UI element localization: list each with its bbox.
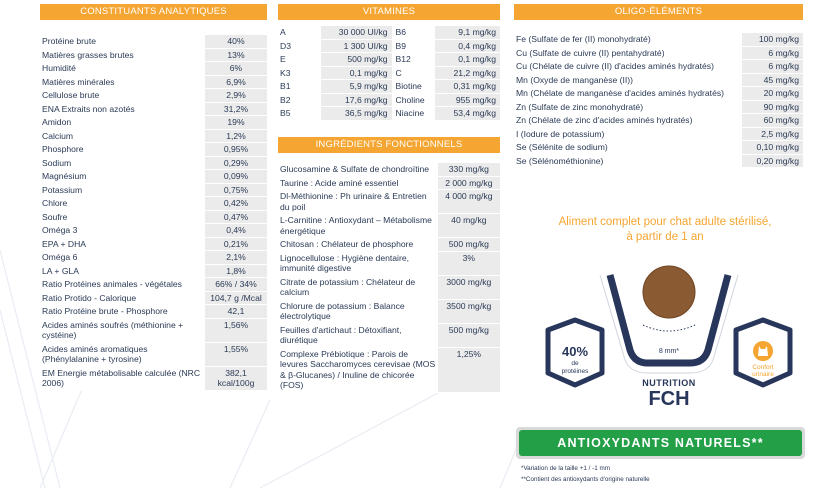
kibble-size-label: 8 mm*	[658, 348, 680, 355]
table-row	[278, 177, 500, 191]
constituant-name: LA + GLA	[40, 265, 205, 279]
constituant-value: 382,1 kcal/100g	[205, 367, 267, 391]
oligo-name: Se (Sélénite de sodium)	[514, 141, 742, 155]
oligo-name: Se (Sélénométhionine)	[514, 155, 742, 169]
table-row	[40, 143, 267, 157]
table-row	[40, 224, 267, 238]
table-row	[514, 47, 803, 61]
vitamin-value: 21,2 mg/kg	[435, 67, 500, 81]
table-row	[514, 128, 803, 142]
oligo-name: Zn (Sulfate de zinc monohydraté)	[514, 101, 742, 115]
table-row	[278, 276, 500, 300]
constituant-value: 0,21%	[205, 238, 267, 252]
oligo-value: 90 mg/kg	[742, 101, 803, 115]
oligo-table	[514, 33, 803, 168]
constituants-header: CONSTITUANTS ANALYTIQUES	[40, 4, 267, 20]
table-row	[278, 252, 500, 276]
constituant-name: Calcium	[40, 130, 205, 144]
table-row	[40, 278, 267, 292]
oligo-value: 6 mg/kg	[742, 60, 803, 74]
table-row	[514, 114, 803, 128]
ingredient-value: 2 000 mg/kg	[438, 177, 500, 191]
table-row	[514, 155, 803, 169]
constituant-value: 0,4%	[205, 224, 267, 238]
table-row	[40, 103, 267, 117]
ingredient-value: 3500 mg/kg	[438, 300, 500, 324]
vitamin-value: 30 000 UI/kg	[321, 26, 392, 40]
ingredient-name: Citrate de potassium : Chélateur de calcium	[278, 276, 438, 300]
constituants-panel	[40, 4, 267, 391]
oligo-value: 100 mg/kg	[742, 33, 803, 47]
table-row	[278, 214, 500, 238]
ingredient-name: L-Carnitine : Antioxydant – Métabolisme énergétique	[278, 214, 438, 238]
table-row	[278, 238, 500, 252]
constituant-value: 0,09%	[205, 170, 267, 184]
vitamin-name: B6	[392, 26, 436, 40]
constituant-name: Phosphore	[40, 143, 205, 157]
table-row	[40, 76, 267, 90]
vitamin-name: E	[278, 53, 321, 67]
table-row	[514, 141, 803, 155]
table-row	[278, 40, 500, 54]
ingredient-value: 4 000 mg/kg	[438, 190, 500, 214]
table-row	[40, 319, 267, 343]
table-row	[514, 33, 803, 47]
constituant-value: 104,7 g /Mcal	[205, 292, 267, 306]
constituant-value: 0,95%	[205, 143, 267, 157]
ingredient-value: 500 mg/kg	[438, 324, 500, 348]
oligo-name: Mn (Chélate de manganèse d'acides aminés hydratés)	[514, 87, 742, 101]
oligo-value: 6 mg/kg	[742, 47, 803, 61]
vitamin-name: B1	[278, 80, 321, 94]
aliment-line-2: à partir de 1 an	[626, 231, 704, 243]
constituant-value: 66% / 34%	[205, 278, 267, 292]
constituant-name: EPA + DHA	[40, 238, 205, 252]
constituant-value: 42,1	[205, 305, 267, 319]
ingredient-value: 3000 mg/kg	[438, 276, 500, 300]
vitamin-name: Niacine	[392, 107, 436, 121]
protein-label: protéines	[561, 368, 589, 375]
table-row	[40, 343, 267, 367]
vitamin-name: Choline	[392, 94, 436, 108]
oligo-name: Fe (Sulfate de fer (II) monohydraté)	[514, 33, 742, 47]
protein-percent: 40%	[561, 344, 589, 359]
vitamin-value: 0,4 mg/kg	[435, 40, 500, 54]
constituant-name: ENA Extraits non azotés	[40, 103, 205, 117]
table-row	[40, 292, 267, 306]
ingredient-name: Complexe Prébiotique : Parois de levures Saccharomyces cerevisae (MOS & β-Glucanes) / Inuline de chicorée (FOS)	[278, 348, 438, 393]
vitamin-name: B5	[278, 107, 321, 121]
table-row	[40, 197, 267, 211]
nutrition-diagram	[530, 245, 805, 425]
constituant-value: 1,55%	[205, 343, 267, 367]
table-row	[40, 211, 267, 225]
confort-line-1: Confort	[752, 364, 774, 371]
constituant-name: Matières minérales	[40, 76, 205, 90]
table-row	[40, 305, 267, 319]
constituant-name: Humidité	[40, 62, 205, 76]
table-row	[278, 163, 500, 177]
oligo-header: OLIGO-ÉLÉMENTS	[514, 4, 803, 20]
constituant-value: 31,2%	[205, 103, 267, 117]
oligo-value: 20 mg/kg	[742, 87, 803, 101]
vitamin-name: D3	[278, 40, 321, 54]
constituant-value: 0,75%	[205, 184, 267, 198]
constituant-name: Amidon	[40, 116, 205, 130]
constituant-name: Protéine brute	[40, 35, 205, 49]
table-row	[40, 367, 267, 391]
vitamin-value: 36,5 mg/kg	[321, 107, 392, 121]
oligo-name: Cu (Sulfate de cuivre (II) pentahydraté)	[514, 47, 742, 61]
constituant-value: 1,56%	[205, 319, 267, 343]
table-row	[278, 107, 500, 121]
vitamin-value: 9,1 mg/kg	[435, 26, 500, 40]
table-row	[278, 94, 500, 108]
table-row	[278, 324, 500, 348]
table-row	[40, 251, 267, 265]
constituant-name: Oméga 6	[40, 251, 205, 265]
constituant-value: 13%	[205, 49, 267, 63]
table-row	[514, 74, 803, 88]
ingredient-name: Chitosan : Chélateur de phosphore	[278, 238, 438, 252]
table-row	[278, 300, 500, 324]
vitamin-value: 0,31 mg/kg	[435, 80, 500, 94]
vitamin-value: 1 300 UI/kg	[321, 40, 392, 54]
ingredient-name: Taurine : Acide aminé essentiel	[278, 177, 438, 191]
constituant-value: 2,1%	[205, 251, 267, 265]
brand-fch: FCH	[648, 388, 690, 410]
constituant-name: Magnésium	[40, 170, 205, 184]
table-row	[40, 116, 267, 130]
constituant-value: 40%	[205, 35, 267, 49]
constituants-table	[40, 35, 267, 391]
table-row	[40, 62, 267, 76]
vitamines-panel	[278, 4, 500, 121]
ingredient-name: Chlorure de potassium : Balance électrolytique	[278, 300, 438, 324]
ingredient-value: 40 mg/kg	[438, 214, 500, 238]
oligo-value: 45 mg/kg	[742, 74, 803, 88]
vitamin-name: Biotine	[392, 80, 436, 94]
constituant-name: EM Energie métabolisable calculée (NRC 2006)	[40, 367, 205, 391]
table-row	[40, 89, 267, 103]
table-row	[278, 26, 500, 40]
oligo-name: Zn (Chélate de zinc d'acides aminés hydratés)	[514, 114, 742, 128]
table-row	[514, 101, 803, 115]
table-row	[40, 49, 267, 63]
table-row	[40, 184, 267, 198]
constituant-name: Matières grasses brutes	[40, 49, 205, 63]
constituant-name: Ratio Protéines animales - végétales	[40, 278, 205, 292]
constituant-name: Ratio Protéine brute - Phosphore	[40, 305, 205, 319]
constituant-name: Acides aminés aromatiques (Phénylalanine + tyrosine)	[40, 343, 205, 367]
table-row	[278, 348, 500, 393]
vitamin-name: A	[278, 26, 321, 40]
constituant-name: Potassium	[40, 184, 205, 198]
ingredient-name: Dl-Méthionine : Ph urinaire & Entretien du poil	[278, 190, 438, 214]
vitamin-name: B2	[278, 94, 321, 108]
table-row	[278, 67, 500, 81]
table-row	[278, 80, 500, 94]
constituant-value: 0,42%	[205, 197, 267, 211]
constituant-value: 6%	[205, 62, 267, 76]
constituant-value: 2,9%	[205, 89, 267, 103]
aliment-description	[520, 215, 810, 245]
table-row	[40, 157, 267, 171]
vitamin-name: K3	[278, 67, 321, 81]
table-row	[278, 53, 500, 67]
table-row	[40, 265, 267, 279]
table-row	[514, 60, 803, 74]
table-row	[40, 170, 267, 184]
constituant-name: Sodium	[40, 157, 205, 171]
constituant-value: 0,47%	[205, 211, 267, 225]
protein-label-de: de	[571, 360, 579, 367]
constituant-name: Ratio Protido - Calorique	[40, 292, 205, 306]
constituant-name: Soufre	[40, 211, 205, 225]
table-row	[40, 35, 267, 49]
ingredients-table	[278, 163, 500, 393]
vitamin-name: B9	[392, 40, 436, 54]
vitamines-header: VITAMINES	[278, 4, 500, 20]
vitamin-name: B12	[392, 53, 436, 67]
vitamin-value: 955 mg/kg	[435, 94, 500, 108]
constituant-name: Acides aminés soufrés (méthionine + cystéine)	[40, 319, 205, 343]
vitamin-value: 0,1 mg/kg	[435, 53, 500, 67]
oligo-name: Cu (Chélate de cuivre (II) d'acides aminés hydratés)	[514, 60, 742, 74]
footnote-1: *Variation de la taille +1 / -1 mm	[521, 465, 610, 472]
vitamin-value: 5,9 mg/kg	[321, 80, 392, 94]
oligo-value: 2,5 mg/kg	[742, 128, 803, 142]
aliment-line-1: Aliment complet pour chat adulte stérilisé,	[558, 216, 772, 228]
ingredient-name: Lignocellulose : Hygiène dentaire, immunité digestive	[278, 252, 438, 276]
brand-nutrition: NUTRITION	[642, 378, 696, 388]
table-row	[278, 190, 500, 214]
constituant-value: 1,2%	[205, 130, 267, 144]
constituant-name: Oméga 3	[40, 224, 205, 238]
ingredients-header: INGRÉDIENTS FONCTIONNELS	[278, 137, 500, 153]
ingredient-value: 3%	[438, 252, 500, 276]
constituant-name: Chlore	[40, 197, 205, 211]
oligo-panel	[514, 4, 803, 168]
oligo-value: 0,10 mg/kg	[742, 141, 803, 155]
footnote-2: **Contient des antioxydants d'origine naturelle	[521, 476, 650, 483]
ingredient-name: Feuilles d'artichaut : Détoxifiant, diurétique	[278, 324, 438, 348]
oligo-name: I (Iodure de potassium)	[514, 128, 742, 142]
oligo-value: 0,20 mg/kg	[742, 155, 803, 169]
vitamin-name: C	[392, 67, 436, 81]
ingredient-name: Glucosamine & Sulfate de chondroïtine	[278, 163, 438, 177]
constituant-value: 19%	[205, 116, 267, 130]
constituant-value: 6,9%	[205, 76, 267, 90]
constituant-value: 0,29%	[205, 157, 267, 171]
vitamin-value: 17,6 mg/kg	[321, 94, 392, 108]
ingredient-value: 500 mg/kg	[438, 238, 500, 252]
confort-line-2: urinaire	[752, 371, 774, 378]
table-row	[40, 238, 267, 252]
vitamin-value: 500 mg/kg	[321, 53, 392, 67]
oligo-value: 60 mg/kg	[742, 114, 803, 128]
constituant-name: Cellulose brute	[40, 89, 205, 103]
antiox-banner: ANTIOXYDANTS NATURELS**	[519, 430, 802, 456]
vitamines-table	[278, 26, 500, 121]
table-row	[40, 130, 267, 144]
table-row	[514, 87, 803, 101]
oligo-name: Mn (Oxyde de manganèse (II))	[514, 74, 742, 88]
ingredient-value: 330 mg/kg	[438, 163, 500, 177]
constituant-value: 1,8%	[205, 265, 267, 279]
ingredient-value: 1,25%	[438, 348, 500, 393]
vitamin-value: 53,4 mg/kg	[435, 107, 500, 121]
vitamin-value: 0,1 mg/kg	[321, 67, 392, 81]
ingredients-panel	[278, 137, 500, 393]
